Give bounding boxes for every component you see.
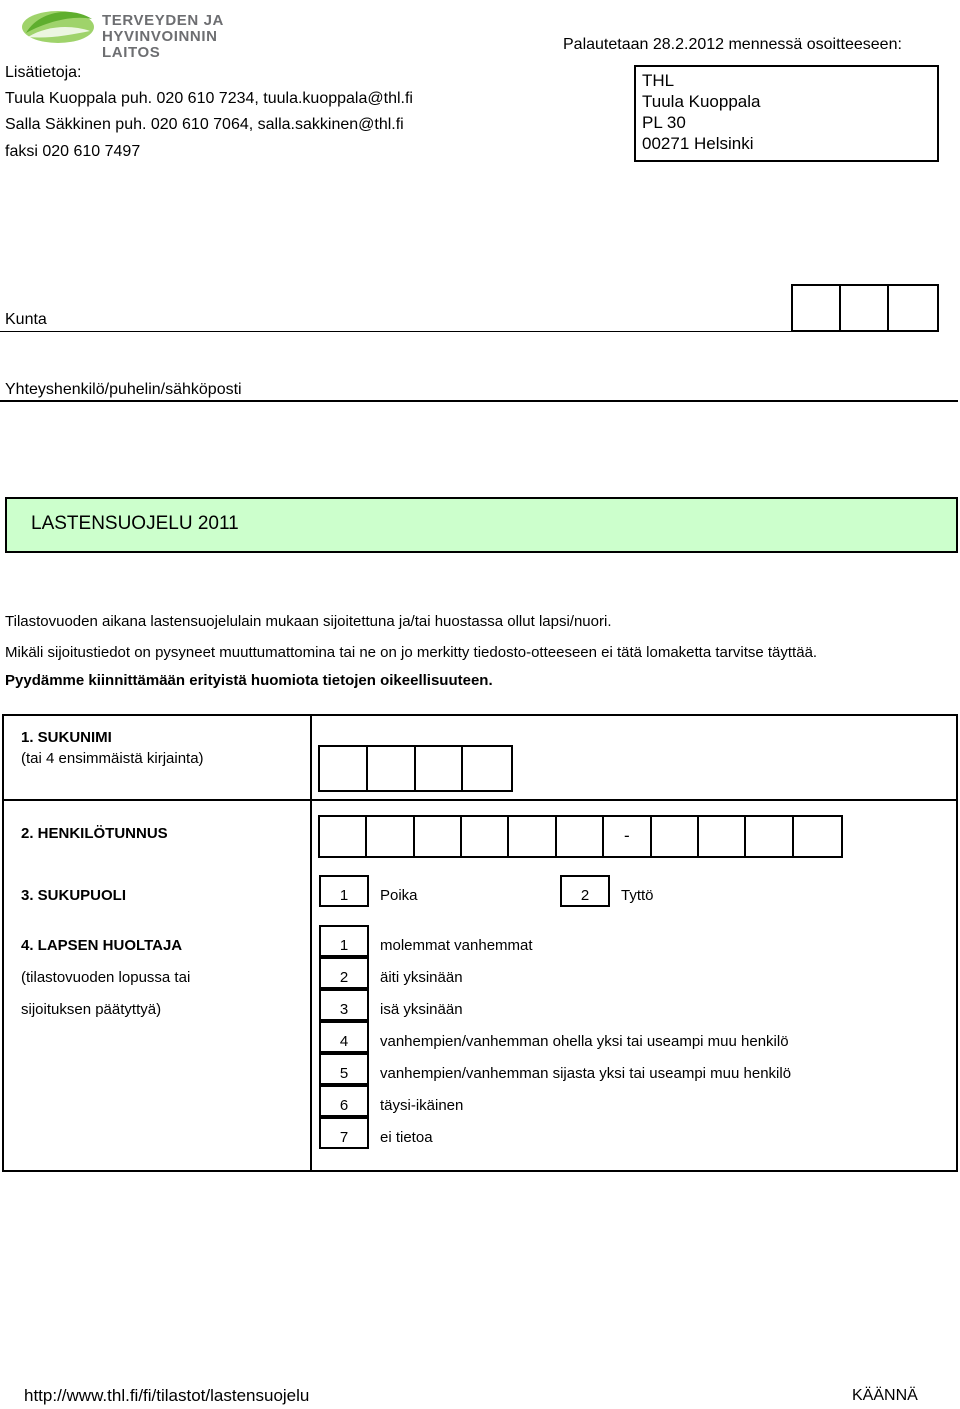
guardian-option-7-box[interactable]	[319, 1117, 369, 1149]
sex-option-1-box[interactable]	[319, 875, 369, 907]
guardian-option-label: vanhempien/vanhemman ohella yksi tai useampi muu henkilö	[380, 1033, 789, 1050]
kunta-underline	[0, 331, 793, 332]
turn-page-label: KÄÄNNÄ	[852, 1387, 918, 1404]
q3-label: 3. SUKUPUOLI	[21, 887, 127, 904]
guardian-option-2-box[interactable]	[319, 957, 369, 989]
guardian-option-label: ei tietoa	[380, 1129, 433, 1146]
surname-letter-box[interactable]	[320, 747, 368, 790]
id-digit-box[interactable]	[652, 817, 699, 856]
address-line-2: Tuula Kuoppala	[642, 92, 761, 111]
thl-logo	[18, 5, 268, 61]
contact-line-3: faksi 020 610 7497	[5, 143, 141, 160]
surname-field[interactable]	[318, 745, 513, 792]
guardian-option-1-box[interactable]	[319, 925, 369, 957]
question-table-divider	[310, 714, 312, 1172]
address-box	[634, 65, 939, 162]
guardian-option-label: äiti yksinään	[380, 969, 463, 986]
id-digit-box[interactable]	[415, 817, 462, 856]
row-divider	[2, 799, 958, 801]
q4-sublabel-1: (tilastovuoden lopussa tai	[21, 969, 191, 986]
form-title: LASTENSUOJELU 2011	[31, 513, 239, 534]
q1-label: 1. SUKUNIMI	[21, 729, 112, 746]
id-digit-box[interactable]	[794, 817, 841, 856]
sex-option-2-box[interactable]	[560, 875, 610, 907]
address-line-1: THL	[642, 71, 675, 90]
id-digit-box[interactable]	[746, 817, 793, 856]
guardian-option-code: 1	[339, 936, 349, 954]
guardian-option-code: 2	[339, 968, 349, 986]
sex-option-2-label: Tyttö	[621, 887, 654, 904]
address-line-4: 00271 Helsinki	[642, 134, 754, 153]
id-separator: -	[623, 825, 630, 845]
id-separator-box	[604, 817, 651, 856]
contact-line-1: Tuula Kuoppala puh. 020 610 7234, tuula.kuoppala@thl.fi	[5, 90, 413, 107]
contact-person-label: Yhteyshenkilö/puhelin/sähköposti	[5, 381, 242, 398]
guardian-option-code: 6	[339, 1096, 349, 1114]
guardian-option-label: molemmat vanhemmat	[380, 937, 533, 954]
personal-id-field[interactable]	[318, 815, 843, 858]
kunta-digit-box[interactable]	[793, 286, 841, 330]
intro-line-3: Pyydämme kiinnittämään erityistä huomiota tietojen oikeellisuuteen.	[5, 672, 493, 689]
guardian-option-label: täysi-ikäinen	[380, 1097, 464, 1114]
guardian-option-3-box[interactable]	[319, 989, 369, 1021]
guardian-option-code: 3	[339, 1000, 349, 1018]
address-line-3: PL 30	[642, 113, 686, 132]
contact-heading: Lisätietoja:	[5, 64, 82, 81]
contact-line-2: Salla Säkkinen puh. 020 610 7064, salla.sakkinen@thl.fi	[5, 116, 404, 133]
form-title-banner	[5, 497, 958, 553]
kunta-code-field[interactable]	[791, 284, 939, 332]
footer-url-link[interactable]: http://www.thl.fi/fi/tilastot/lastensuojelu	[24, 1386, 310, 1405]
guardian-option-label: isä yksinään	[380, 1001, 463, 1018]
sex-option-1-label: Poika	[380, 887, 418, 904]
kunta-digit-box[interactable]	[889, 286, 937, 330]
guardian-option-5-box[interactable]	[319, 1053, 369, 1085]
surname-letter-box[interactable]	[463, 747, 511, 790]
q4-sublabel-2: sijoituksen päätyttyä)	[21, 1001, 162, 1018]
kunta-label: Kunta	[5, 311, 47, 328]
sex-option-2-code: 2	[580, 886, 590, 904]
guardian-option-code: 7	[339, 1128, 349, 1146]
guardian-option-4-box[interactable]	[319, 1021, 369, 1053]
logo-org-line1: TERVEYDEN JA	[102, 12, 224, 29]
id-digit-box[interactable]	[699, 817, 746, 856]
intro-line-2: Mikäli sijoitustiedot on pysyneet muuttumattomina tai ne on jo merkitty tiedosto-otteeseen ei tätä lomaketta tarvitse täyttää.	[5, 644, 818, 661]
contact-person-field[interactable]	[0, 400, 958, 402]
id-digit-box[interactable]	[367, 817, 414, 856]
guardian-option-code: 5	[339, 1064, 349, 1082]
id-digit-box[interactable]	[557, 817, 604, 856]
q2-label: 2. HENKILÖTUNNUS	[21, 825, 168, 842]
q4-label: 4. LAPSEN HUOLTAJA	[21, 937, 183, 954]
intro-line-1: Tilastovuoden aikana lastensuojelulain mukaan sijoitettuna ja/tai huostassa ollut lapsi/nuori.	[5, 613, 612, 630]
id-digit-box[interactable]	[320, 817, 367, 856]
id-digit-box[interactable]	[509, 817, 556, 856]
sex-option-1-code: 1	[339, 886, 349, 904]
surname-letter-box[interactable]	[416, 747, 464, 790]
logo-org-line2: HYVINVOINNIN LAITOS	[102, 28, 218, 61]
return-notice: Palautetaan 28.2.2012 mennessä osoitteeseen:	[563, 36, 902, 53]
guardian-option-6-box[interactable]	[319, 1085, 369, 1117]
guardian-option-code: 4	[339, 1032, 349, 1050]
kunta-digit-box[interactable]	[841, 286, 889, 330]
guardian-option-label: vanhempien/vanhemman sijasta yksi tai useampi muu henkilö	[380, 1065, 792, 1082]
surname-letter-box[interactable]	[368, 747, 416, 790]
id-digit-box[interactable]	[462, 817, 509, 856]
thl-leaf-logo-icon	[18, 5, 98, 49]
q1-sublabel: (tai 4 ensimmäistä kirjainta)	[21, 750, 204, 767]
